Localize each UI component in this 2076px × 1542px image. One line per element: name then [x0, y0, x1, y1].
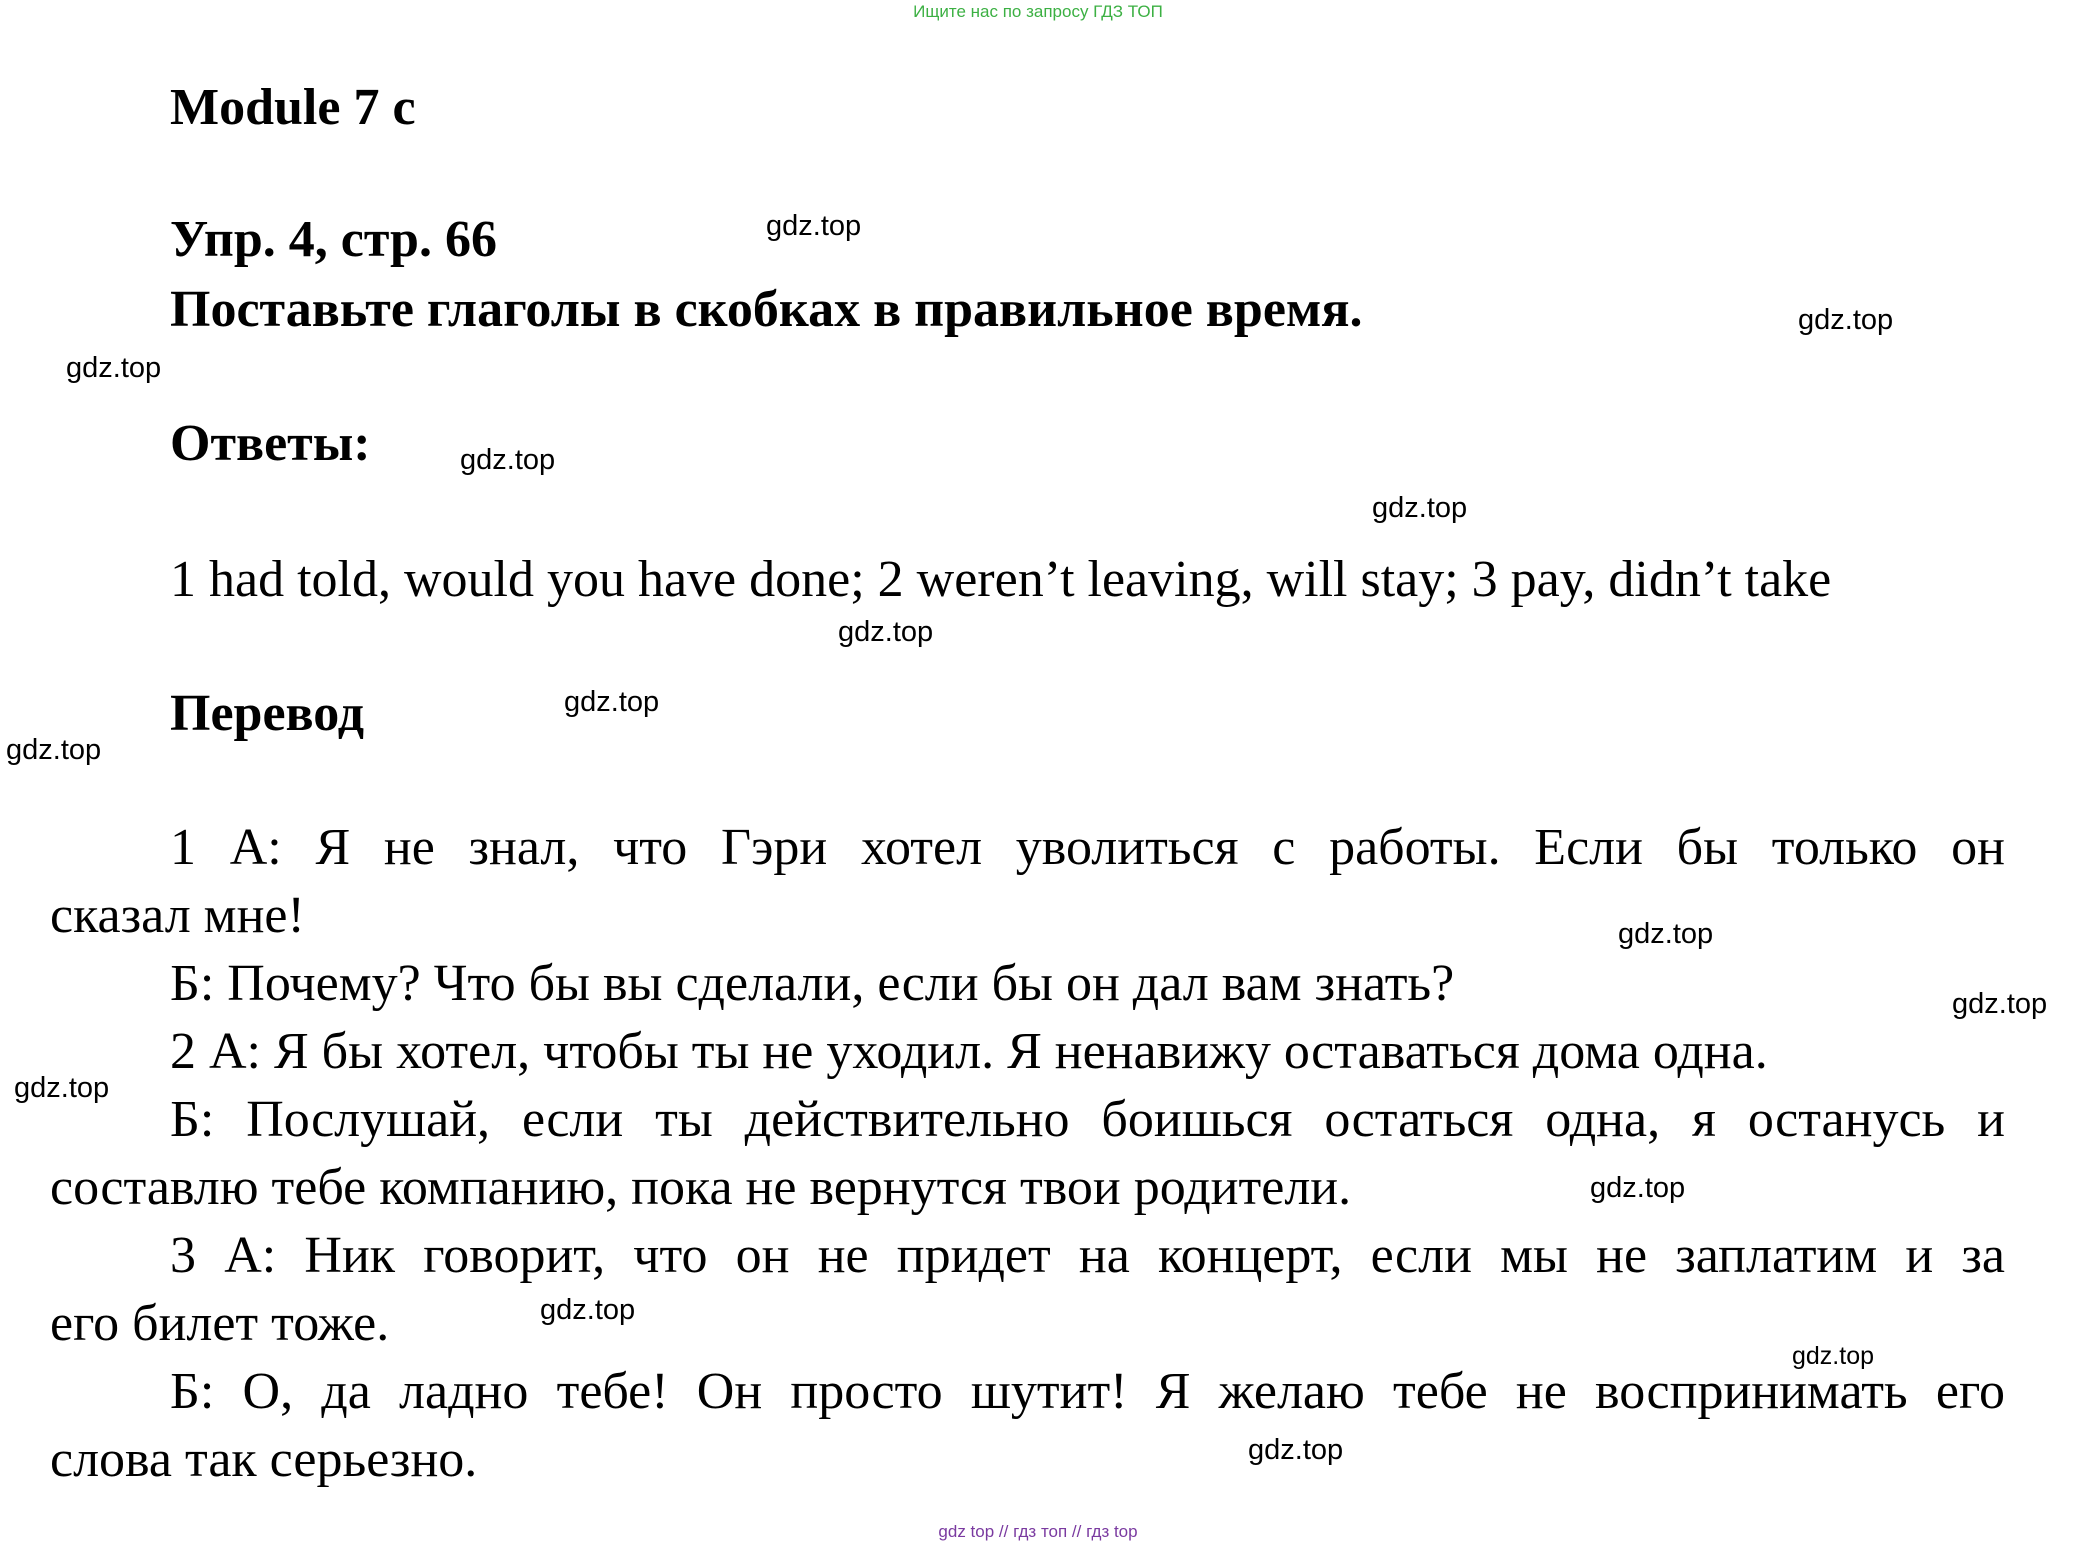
- module-title: Module 7 c: [170, 79, 416, 136]
- translation-line: 2 А: Я бы хотел, чтобы ты не уходил. Я ненавижу оставаться дома одна.: [170, 1023, 1768, 1080]
- watermark: gdz.top: [1618, 918, 1714, 950]
- translation-line: составлю тебе компанию, пока не вернутся твои родители.: [50, 1159, 1352, 1216]
- watermark: gdz.top: [66, 352, 162, 384]
- watermark: gdz.top: [1952, 988, 2048, 1020]
- translation-line: 1 А: Я не знал, что Гэри хотел уволиться с работы. Если бы только он: [170, 819, 2005, 876]
- watermark: gdz.top: [1792, 1342, 1875, 1370]
- exercise-instruction: Поставьте глаголы в скобках в правильное время.: [170, 281, 1363, 338]
- answers-text: 1 had told, would you have done; 2 weren’t leaving, will stay; 3 pay, didn’t take: [170, 551, 1832, 608]
- bottom-banner: gdz top // гдз топ // гдз top: [938, 1522, 1138, 1541]
- watermark: gdz.top: [766, 210, 862, 242]
- watermark: gdz.top: [1248, 1434, 1344, 1466]
- watermark: gdz.top: [6, 734, 102, 766]
- watermark: gdz.top: [14, 1072, 110, 1104]
- translation-line: 3 А: Ник говорит, что он не придет на концерт, если мы не заплатим и за: [170, 1227, 2005, 1284]
- top-banner: Ищите нас по запросу ГДЗ ТОП: [913, 2, 1163, 21]
- translation-line: Б: Послушай, если ты действительно боишься остаться одна, я останусь и: [170, 1091, 2005, 1148]
- translation-line: слова так серьезно.: [50, 1431, 478, 1488]
- translation-line: Б: О, да ладно тебе! Он просто шутит! Я желаю тебе не воспринимать его: [170, 1363, 2005, 1420]
- watermark: gdz.top: [838, 616, 934, 648]
- watermark: gdz.top: [540, 1294, 636, 1326]
- translation-heading: Перевод: [170, 685, 365, 742]
- watermark: gdz.top: [1372, 492, 1468, 524]
- translation-line: Б: Почему? Что бы вы сделали, если бы он дал вам знать?: [170, 955, 1455, 1012]
- watermark: gdz.top: [460, 444, 556, 476]
- exercise-ref: Упр. 4, стр. 66: [170, 211, 497, 268]
- translation-line: его билет тоже.: [50, 1295, 390, 1352]
- answers-heading: Ответы:: [170, 415, 371, 472]
- watermark: gdz.top: [1590, 1172, 1686, 1204]
- translation-line: сказал мне!: [50, 887, 305, 944]
- watermark: gdz.top: [1798, 304, 1894, 336]
- watermark: gdz.top: [564, 686, 660, 718]
